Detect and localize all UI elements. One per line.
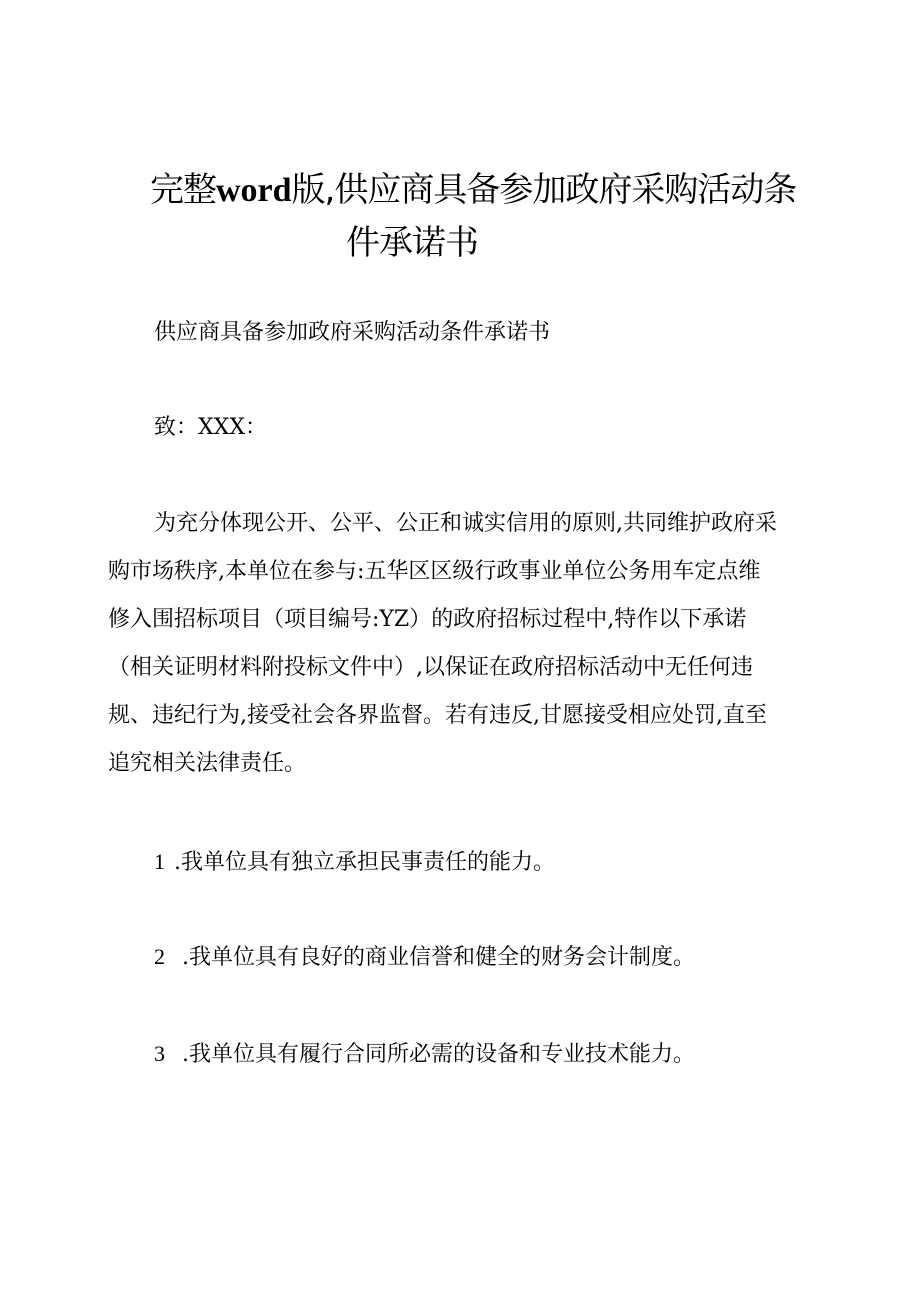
commitment-item-2	[154, 933, 695, 982]
paragraph-line: 规、违纪行为,接受社会各界监督。若有违反,甘愿接受相应处罚,直至	[108, 703, 767, 728]
item-text: .我单位具有良好的商业信誉和健全的财务会计制度。	[182, 945, 695, 970]
title-rest: 版,供应商具备参加政府采购活动条	[291, 170, 797, 210]
paragraph-line: 修入围招标项目（项目编号:YZ）的政府招标过程中,特作以下承诺	[108, 607, 747, 632]
item-number: 1	[154, 849, 165, 874]
salutation: 致：XXX：	[154, 415, 267, 440]
title-line-1	[150, 164, 840, 217]
title-latin: word	[216, 172, 292, 209]
item-text: .我单位具有独立承担民事责任的能力。	[174, 850, 555, 875]
title-line-2: 件承诺书	[346, 223, 478, 263]
paragraph-line: 追究相关法律责任。	[108, 751, 307, 776]
item-text: .我单位具有履行合同所必需的设备和专业技术能力。	[182, 1042, 695, 1067]
item-number: 3	[154, 1041, 165, 1066]
commitment-item-1	[154, 838, 555, 887]
title-prefix: 完整	[150, 170, 216, 210]
paragraph-line: 为充分体现公开、公平、公正和诚实信用的原则,共同维护政府采	[154, 511, 777, 536]
item-number: 2	[154, 944, 165, 969]
paragraph-line: 购市场秩序,本单位在参与:五华区区级行政事业单位公务用车定点维	[108, 559, 761, 584]
document-title	[150, 164, 840, 270]
commitment-item-3	[154, 1030, 695, 1079]
paragraph-line: （相关证明材料附投标文件中）,以保证在政府招标活动中无任何违	[108, 655, 753, 680]
commitment-paragraph	[108, 500, 820, 788]
document-subtitle: 供应商具备参加政府采购活动条件承诺书	[154, 320, 551, 345]
